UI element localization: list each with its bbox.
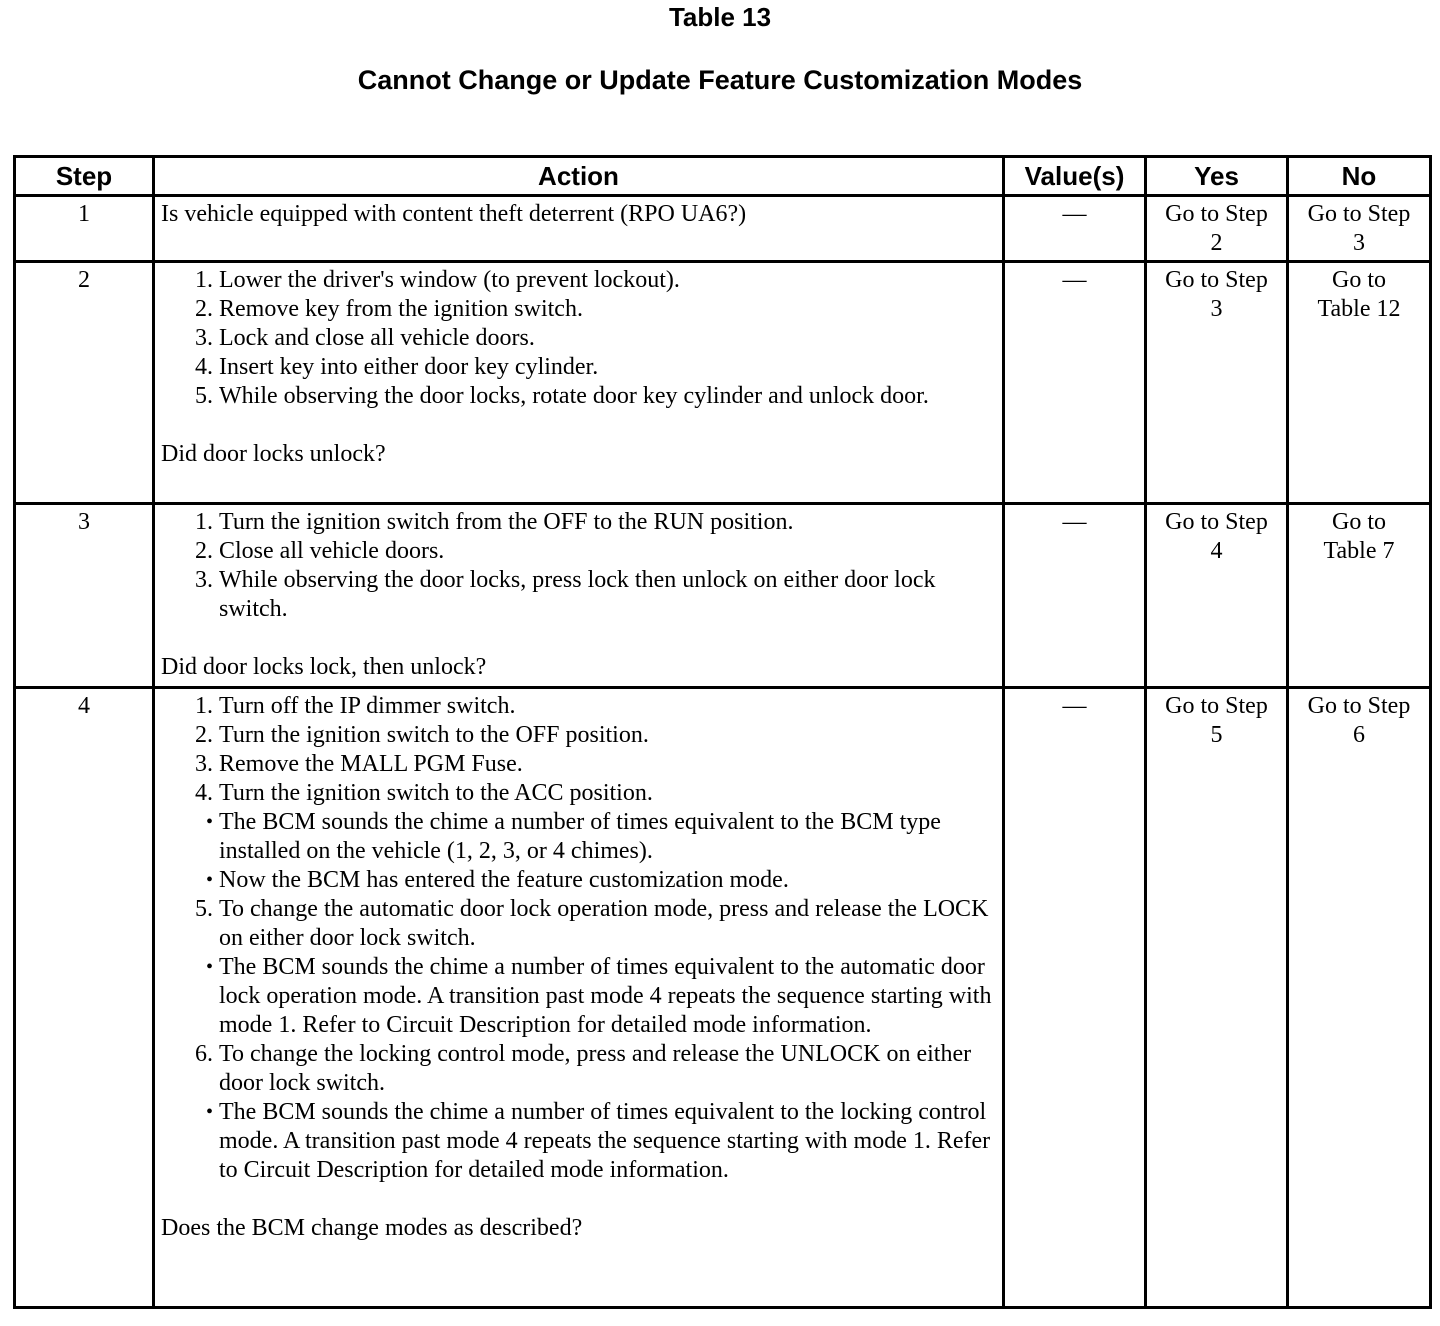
value-cell: —	[1004, 688, 1146, 1308]
value-cell: —	[1004, 504, 1146, 688]
table-row	[15, 504, 1431, 688]
yes-cell	[1146, 196, 1288, 262]
action-question: Did door locks unlock?	[161, 441, 386, 467]
action-list	[161, 266, 994, 411]
no-cell	[1288, 504, 1431, 688]
yes-line-1: Go to Step	[1165, 509, 1268, 535]
list-item: 3. Remove the MALL PGM Fuse.	[195, 751, 523, 777]
value-cell: —	[1004, 262, 1146, 504]
table-row	[15, 688, 1431, 1308]
action-cell	[154, 196, 1004, 262]
action-cell	[154, 688, 1004, 1308]
list-item: 1. Turn the ignition switch from the OFF to the RUN position.	[195, 509, 794, 535]
action-question: Does the BCM change modes as described?	[161, 1215, 583, 1241]
table-row	[15, 196, 1431, 262]
list-item: 5. While observing the door locks, rotate door key cylinder and unlock door.	[195, 383, 929, 409]
yes-cell	[1146, 504, 1288, 688]
action-cell	[154, 504, 1004, 688]
step-number: 2	[15, 262, 154, 504]
table-title: Cannot Change or Update Feature Customization Modes	[357, 65, 1083, 95]
list-item: 4. Turn the ignition switch to the ACC position.	[195, 780, 653, 806]
diagnostic-table	[13, 155, 1432, 1309]
list-item: 5. To change the automatic door lock operation mode, press and release the LOCK on either door lock switch.	[195, 896, 989, 951]
no-line-1: Go to Step	[1307, 693, 1411, 719]
column-header-no: No	[1288, 157, 1431, 196]
list-item: 2. Remove key from the ignition switch.	[195, 296, 583, 322]
action-list	[161, 692, 994, 1185]
action-question: Did door locks lock, then unlock?	[161, 654, 487, 680]
action-list	[161, 508, 994, 624]
list-item: • The BCM sounds the chime a number of times equivalent to the BCM type installed on the vehicle (1, 2, 3, or 4 chimes).	[205, 809, 941, 864]
list-item: 4. Insert key into either door key cylinder.	[195, 354, 599, 380]
yes-line-2: 4	[1210, 538, 1223, 564]
column-header-action: Action	[154, 157, 1004, 196]
no-cell	[1288, 196, 1431, 262]
list-item: • Now the BCM has entered the feature customization mode.	[205, 867, 789, 893]
list-item: • The BCM sounds the chime a number of times equivalent to the locking control mode. A transition past mode 4 repeats the sequence starting with mode 1. Refer to Circuit Description for detailed mode information.	[205, 1099, 991, 1183]
list-item: 2. Turn the ignition switch to the OFF position.	[195, 722, 649, 748]
list-item: 2. Close all vehicle doors.	[195, 538, 445, 564]
list-item: 1. Turn off the IP dimmer switch.	[195, 693, 516, 719]
no-line-2: Table 12	[1317, 296, 1401, 322]
no-cell	[1288, 262, 1431, 504]
table-number: Table 13	[668, 2, 772, 32]
action-question: Is vehicle equipped with content theft deterrent (RPO UA6?)	[161, 201, 747, 227]
list-item: 3. While observing the door locks, press lock then unlock on either door lock switch.	[195, 567, 936, 622]
value-cell: —	[1004, 196, 1146, 262]
yes-cell	[1146, 688, 1288, 1308]
no-line-1: Go to	[1332, 509, 1386, 535]
no-cell	[1288, 688, 1431, 1308]
column-header-step: Step	[15, 157, 154, 196]
step-number: 4	[15, 688, 154, 1308]
column-header-yes: Yes	[1146, 157, 1288, 196]
header-row	[15, 157, 1431, 196]
yes-line-1: Go to Step	[1165, 267, 1268, 293]
no-line-1: Go to	[1332, 267, 1386, 293]
yes-line-2: 5	[1210, 722, 1223, 748]
no-line-2: 6	[1353, 722, 1365, 748]
yes-line-1: Go to Step	[1165, 201, 1268, 227]
list-item: 6. To change the locking control mode, press and release the UNLOCK on either door lock switch.	[195, 1041, 972, 1096]
step-number: 3	[15, 504, 154, 688]
table-row	[15, 262, 1431, 504]
yes-line-2: 3	[1210, 296, 1223, 322]
column-header-values: Value(s)	[1004, 157, 1146, 196]
list-item: 3. Lock and close all vehicle doors.	[195, 325, 535, 351]
no-line-2: 3	[1353, 230, 1365, 256]
no-line-1: Go to Step	[1307, 201, 1411, 227]
list-item: • The BCM sounds the chime a number of times equivalent to the automatic door lock operation mode. A transition past mode 4 repeats the sequence starting with mode 1. Refer to Circuit Description for detailed mode information.	[205, 954, 992, 1038]
no-line-2: Table 7	[1323, 538, 1395, 564]
yes-line-1: Go to Step	[1165, 693, 1268, 719]
list-item: 1. Lower the driver's window (to prevent lockout).	[195, 267, 680, 293]
yes-line-2: 2	[1210, 230, 1223, 256]
step-number: 1	[15, 196, 154, 262]
action-cell	[154, 262, 1004, 504]
yes-cell	[1146, 262, 1288, 504]
